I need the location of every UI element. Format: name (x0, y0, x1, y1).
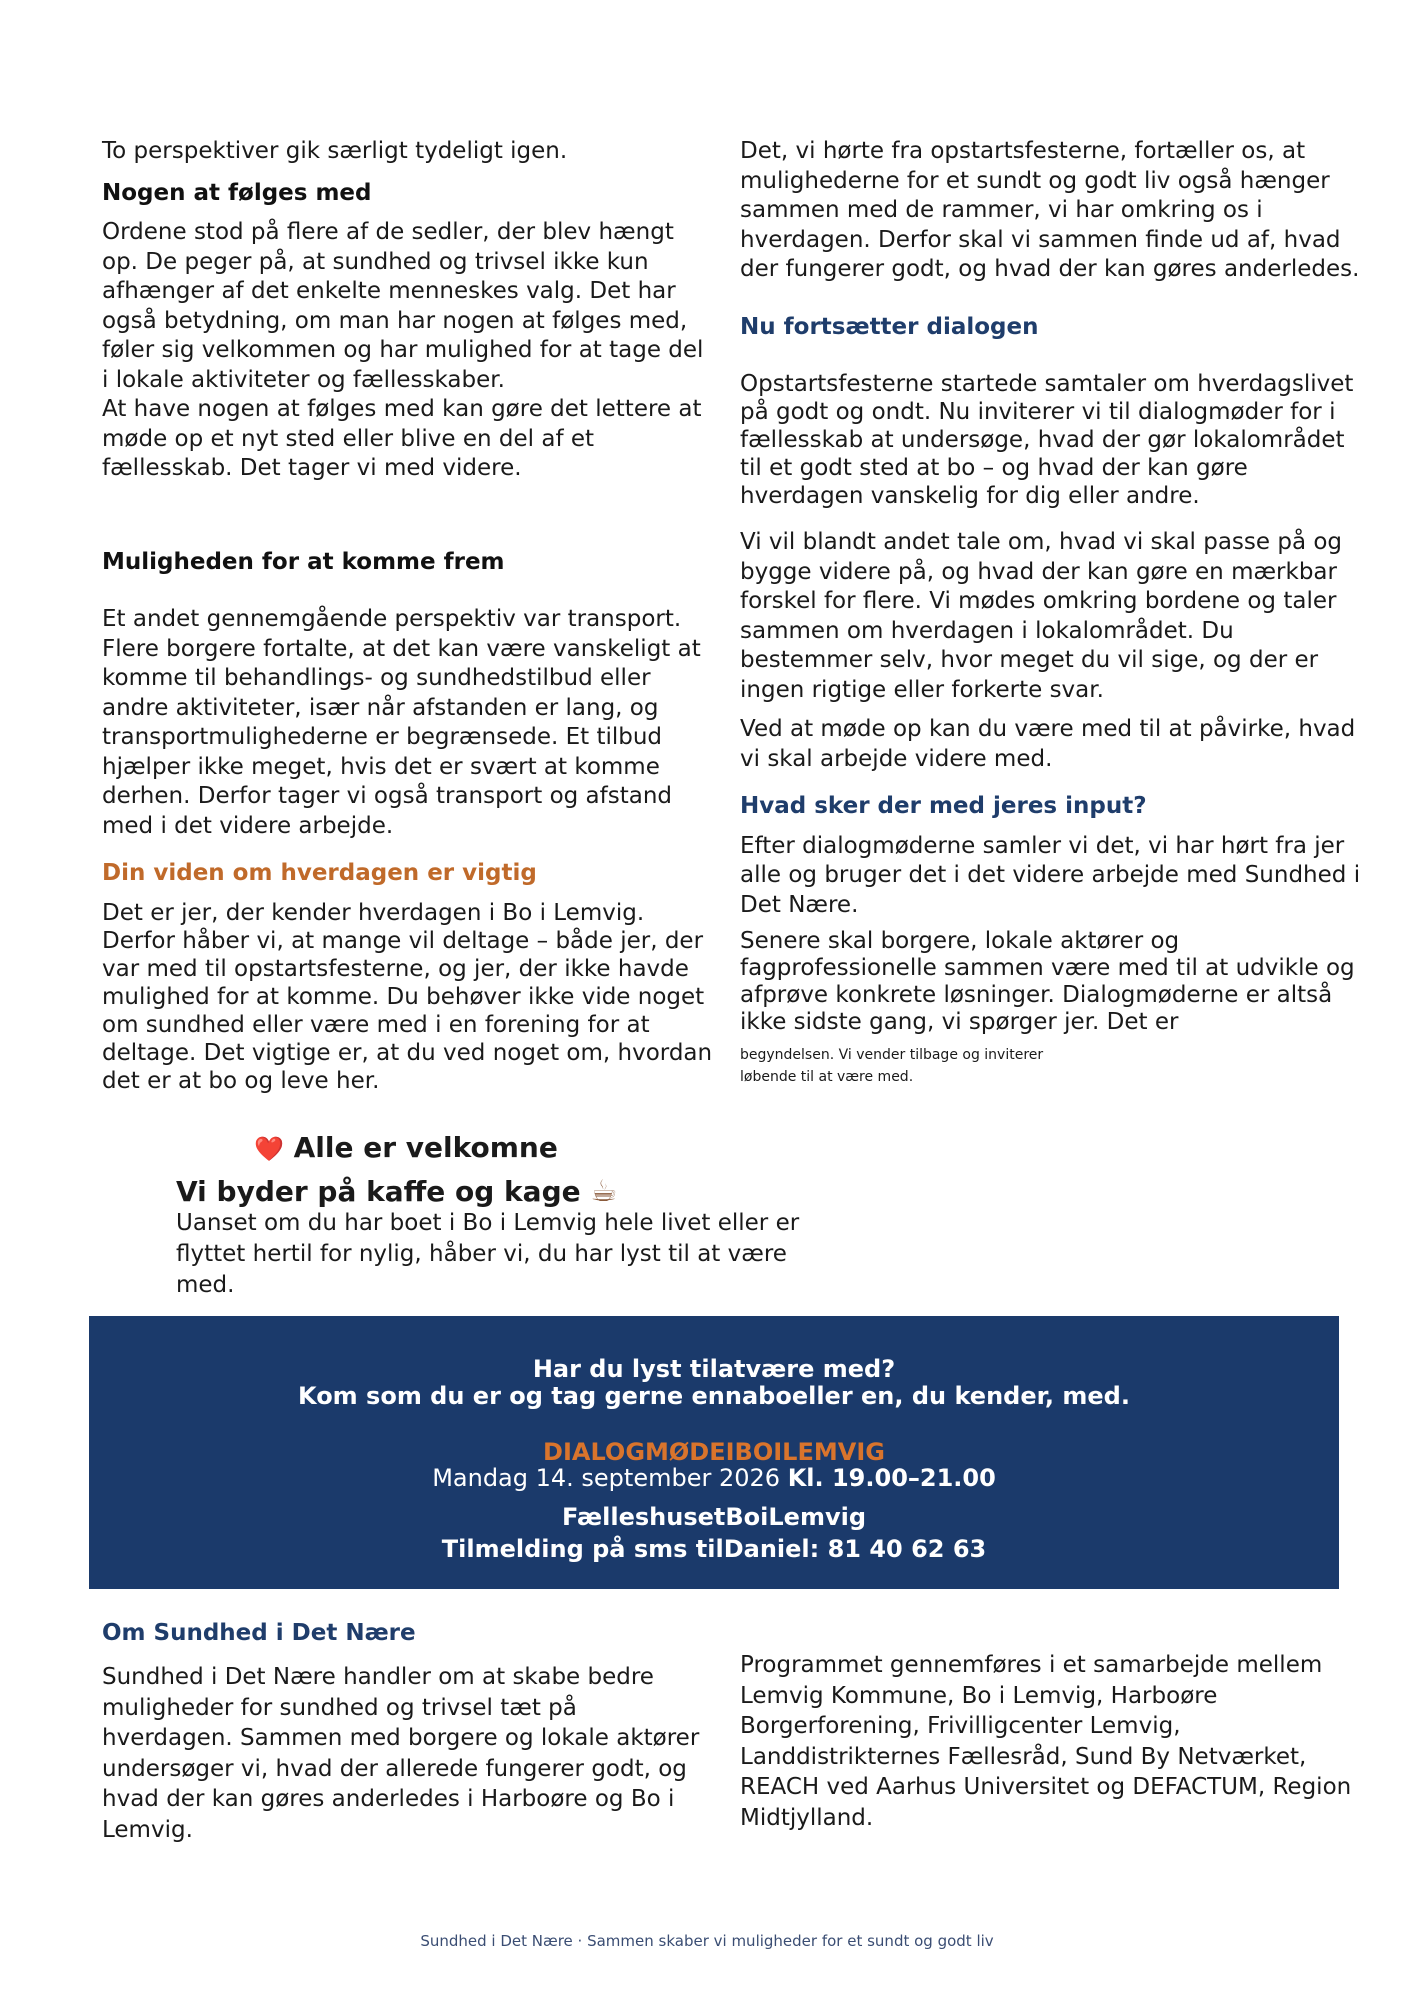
welcome-text: Uanset om du har boet i Bo i Lemvig hele livet eller er flyttet hertil for nylig, håber vi, du har lyst til at være med. (176, 1210, 800, 1298)
event-time: Kl. 19.00–21.00 (787, 1464, 996, 1492)
coffee-icon: ☕ (590, 1174, 618, 1209)
paragraph-input-1: Efter dialogmøderne samler vi det, vi har hørt fra jer alle og bruger det i det videre arbejde med Sundhed i Det Nære. (740, 832, 1361, 918)
heading-hvad-sker-der: Hvad sker der med jeres input? (740, 793, 1147, 819)
intro-text: To perspektiver gik særligt tydeligt igen. (102, 138, 568, 164)
banner-question: Har du lyst tilatvære med? (532, 1355, 896, 1383)
paragraph-dialog-2: Vi vil blandt andet tale om, hvad vi skal passe på og bygge videre på, og hvad der kan gøre en mærkbar forskel for flere. Vi mødes omkring bordene og taler sammen om hverdagen i lokalområdet. Du bestemmer selv, hvor meget du vil sige, og der er ingen rigtige eller forkerte svar. (740, 529, 1343, 703)
paragraph-din-viden: Det er jer, der kender hverdagen i Bo i Lemvig. Derfor håber vi, at mange vil deltage – både jer, der var med til opstartsfesterne, og jer, der ikke havde mulighed for at komme. Du behøver ikke vide noget om sundhed eller være med i en forening for at deltage. Det vigtige er, at du ved noget om, hvordan det er at bo og leve her. (102, 899, 713, 1094)
paragraph-input-2: Senere skal borgere, lokale aktører og fagprofessionelle sammen være med til at udvikle og afprøve konkrete løsninger. Dialogmøderne er altså ikke sidste gang, vi spørger jer. Det er (740, 928, 1355, 1035)
paragraph-dialog-1: Opstartsfesterne startede samtaler om hverdagslivet på godt og ondt. Nu inviterer vi til dialogmøder for i fællesskab at undersøge, hvad der gør lokalområdet til et godt sted at bo – og hvad der kan gøre hverdagen vanskelig for dig eller andre. (740, 371, 1354, 509)
heading-om-sundhed: Om Sundhed i Det Nære (102, 1620, 416, 1646)
heart-icon: ❤️ (254, 1135, 284, 1163)
event-place: FælleshusetBoiLemvig (562, 1503, 866, 1531)
event-name: DIALOGMØDEIBOILEMVIG (543, 1438, 885, 1466)
welcome-line-2 (176, 1174, 617, 1209)
heading-nu-fortsaetter-dialogen: Nu fortsætter dialogen (740, 313, 1039, 340)
right-column (740, 137, 1370, 1088)
heading-muligheden-for-at-komme-frem: Muligheden for at komme frem (102, 548, 505, 575)
welcome-subtitle: Vi byder på kaffe og kage (176, 1175, 581, 1208)
paragraph-input-3: begyndelsen. Vi vender tilbage og inviterer løbende til at være med. (740, 1047, 1044, 1085)
paragraph-dialog-3: Ved at møde op kan du være med til at påvirke, hvad vi skal arbejde videre med. (740, 716, 1356, 772)
page-footer: Sundhed i Det Nære · Sammen skaber vi muligheder for et sundt og godt liv (420, 1932, 994, 1950)
event-signup: Tilmelding på sms tilDaniel: 81 40 62 63 (441, 1535, 987, 1563)
welcome-line-1 (254, 1131, 558, 1164)
paragraph-transport: Et andet gennemgående perspektiv var transport. Flere borgere fortalte, at det kan være vanskeligt at komme til behandlings- og sundhedstilbud eller andre aktiviteter, især når afstanden er lang, og transportmulighederne er begrænsede. Et tilbud hjælper ikke meget, hvis det er svært at komme derhen. Derfor tager vi også transport og afstand med i det videre arbejde. (102, 606, 701, 839)
event-date: Mandag 14. september 2026 (432, 1464, 781, 1492)
welcome-title: Alle er velkomne (293, 1131, 558, 1164)
about-left-text: Sundhed i Det Nære handler om at skabe bedre muligheder for sundhed og trivsel tæt på hverdagen. Sammen med borgere og lokale aktører undersøger vi, hvad der allerede fungerer godt, og hvad der kan gøres anderledes i Harboøre og Bo i Lemvig. (102, 1664, 700, 1843)
left-column (102, 137, 714, 1095)
heading-din-viden: Din viden om hverdagen er vigtig (102, 860, 537, 886)
paragraph-opstart: Det, vi hørte fra opstartsfesterne, fortæller os, at mulighederne for et sundt og godt liv også hænger sammen med de rammer, vi har omkring os i hverdagen. Derfor skal vi sammen finde ud af, hvad der fungerer godt, og hvad der kan gøres anderledes. (740, 138, 1360, 282)
banner-invite: Kom som du er og tag gerne ennaboeller en, du kender, med. (298, 1382, 1130, 1410)
event-banner (89, 1316, 1339, 1589)
paragraph-foelges-1: Ordene stod på flere af de sedler, der blev hængt op. De peger på, at sundhed og trivsel ikke kun afhænger af det enkelte menneskes valg. Det har også betydning, om man har nogen at følges med, føler sig velkommen og har mulighed for at tage del i lokale aktiviteter og fællesskaber. (102, 219, 704, 393)
heading-nogen-at-foelges-med: Nogen at følges med (102, 179, 372, 206)
paragraph-foelges-2: At have nogen at følges med kan gøre det lettere at møde op et nyt sted eller blive en del af et fællesskab. Det tager vi med videre. (102, 396, 702, 481)
about-right-text: Programmet gennemføres i et samarbejde mellem Lemvig Kommune, Bo i Lemvig, Harboøre Borgerforening, Frivilligcenter Lemvig, Landdistrikternes Fællesråd, Sund By Netværket, REACH ved Aarhus Universitet og DEFACTUM, Region Midtjylland. (740, 1652, 1352, 1831)
event-datetime (89, 1464, 1339, 1492)
